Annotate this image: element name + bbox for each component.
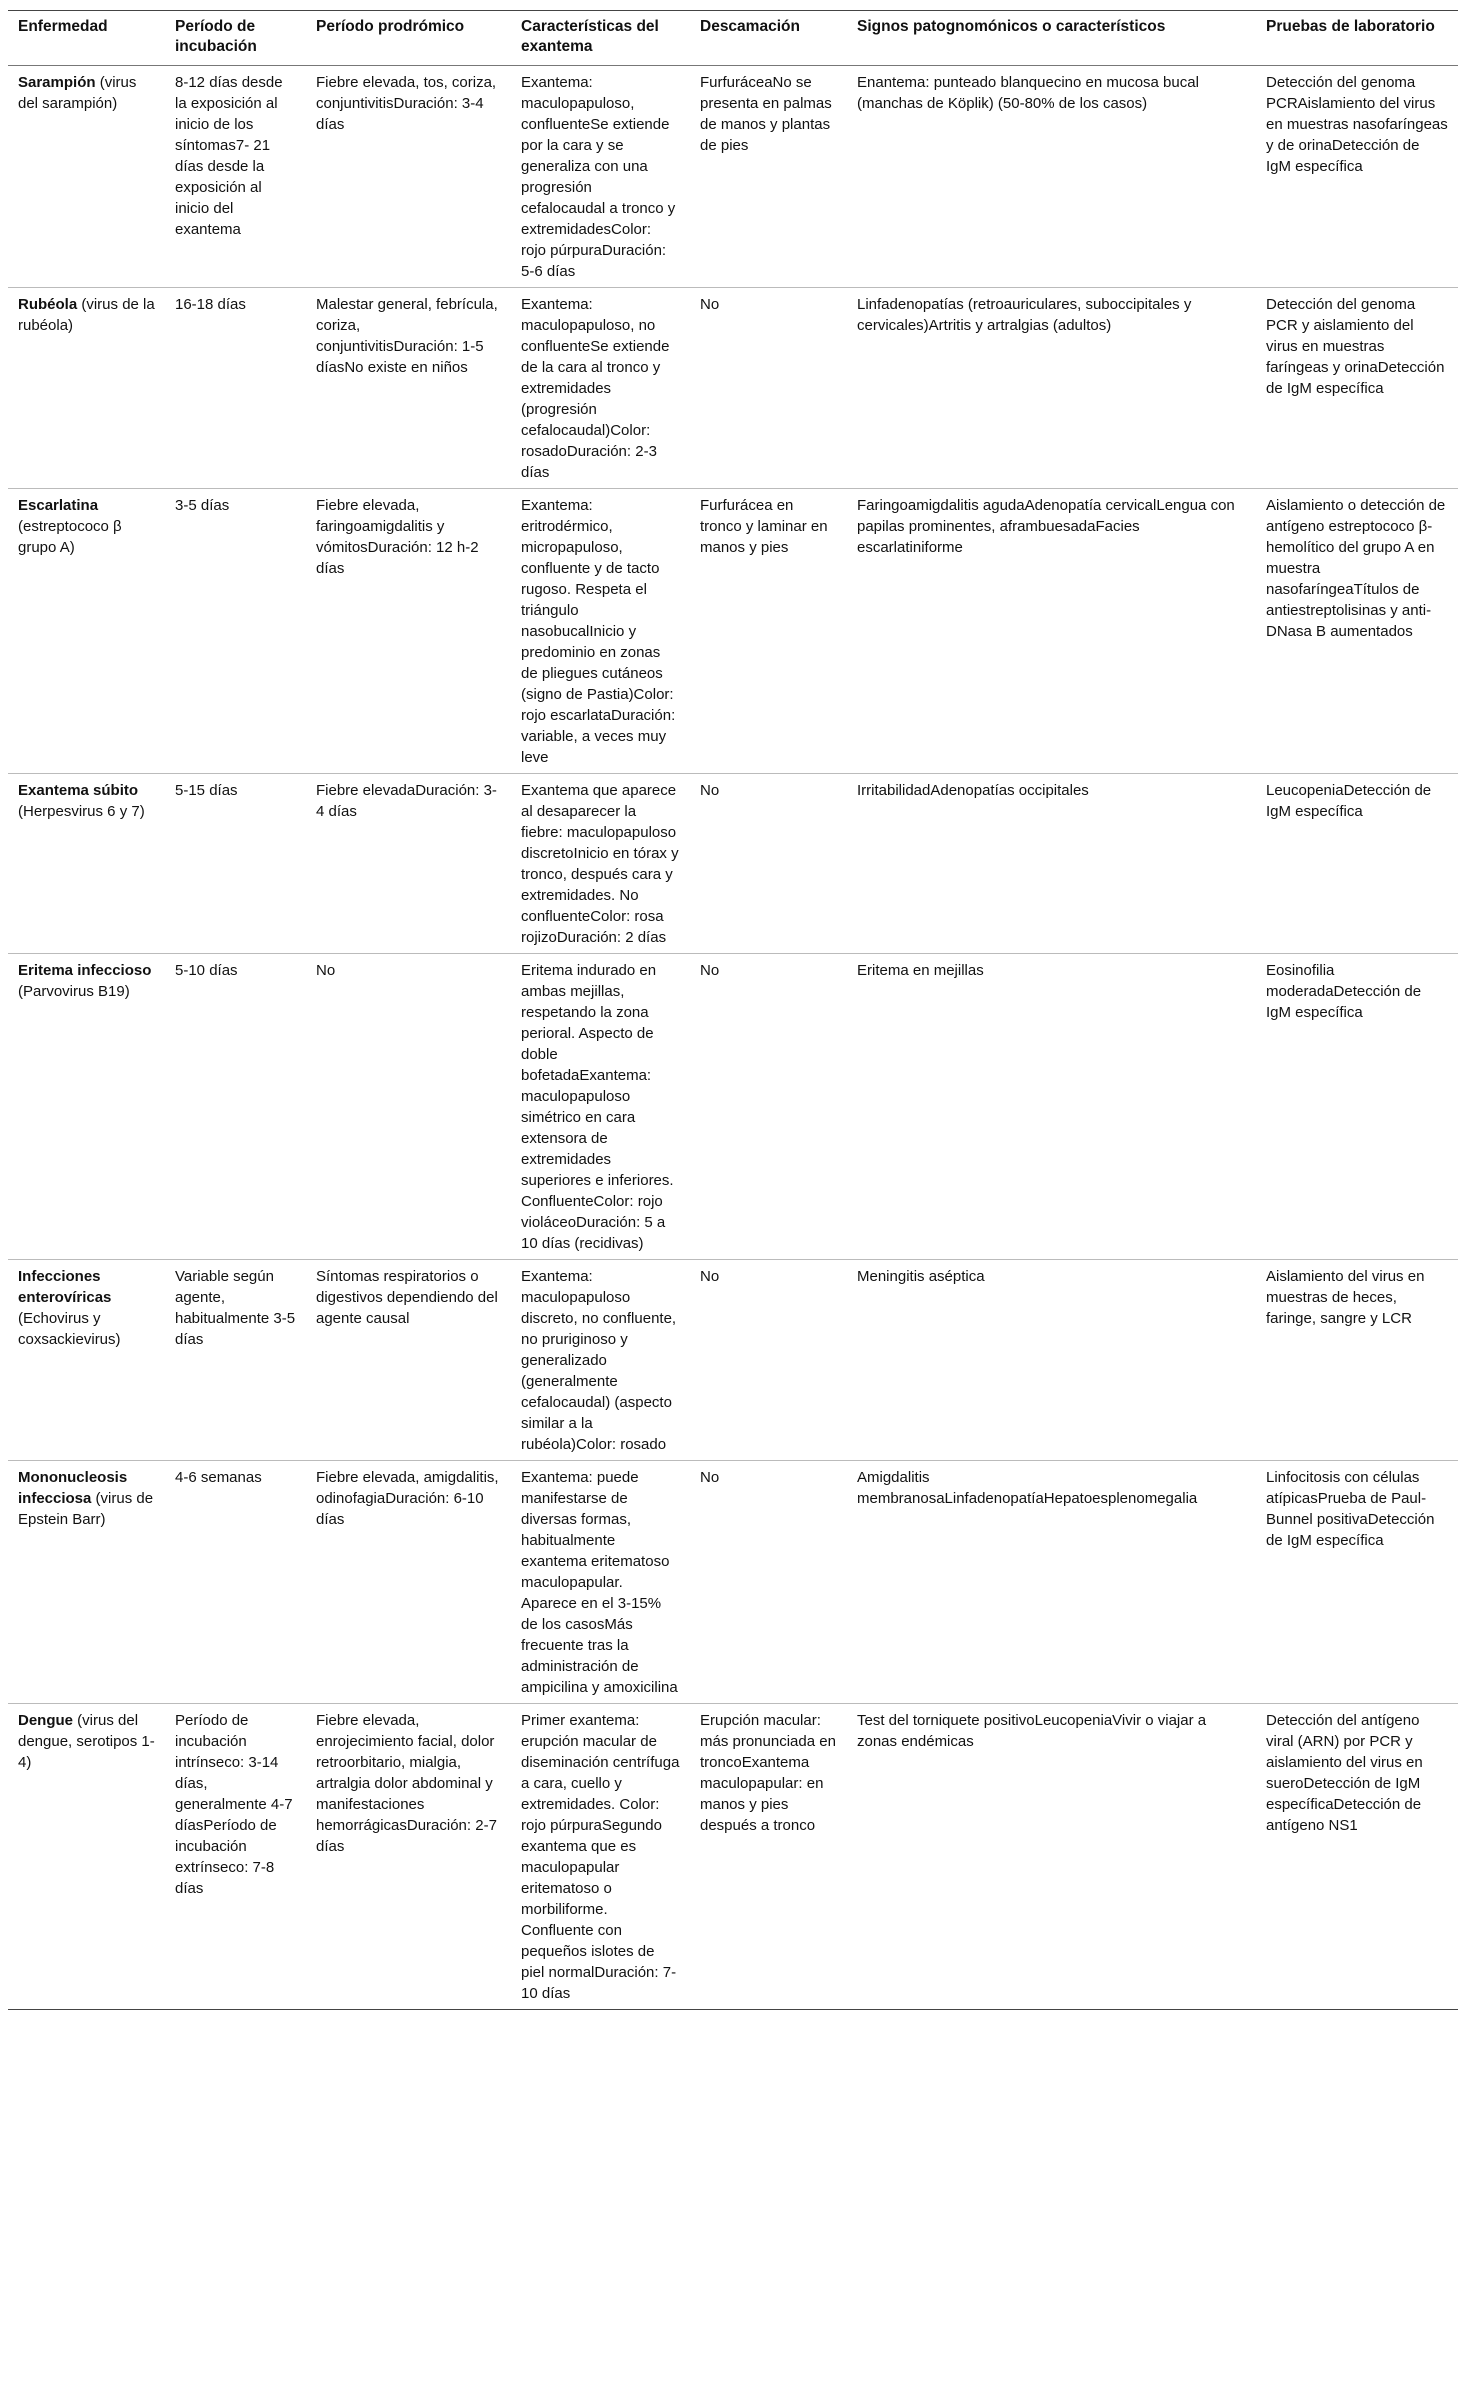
table-row <box>8 288 1458 489</box>
header-descamacion: Descamación <box>700 18 800 35</box>
signos-cell: Amigdalitis membranosaLinfadenopatíaHepatoesplenomegalia <box>857 1469 1198 1507</box>
signos-cell: Eritema en mejillas <box>857 962 984 979</box>
exantema-cell: Exantema: maculopapuloso, confluenteSe extiende por la cara y se generaliza con una progresión cefalocaudal a tronco y extremidadesColor: rojo púrpuraDuración: 5-6 días <box>521 74 676 280</box>
exantema-cell: Exantema: eritrodérmico, micropapuloso, confluente y de tacto rugoso. Respeta el triángulo nasobucalInicio y predominio en zonas de pliegues cutáneos (signo de Pastia)Color: rojo escarlataDuración: variable, a veces muy leve <box>521 497 676 766</box>
signos-cell: Linfadenopatías (retroauriculares, suboccipitales y cervicales)Artritis y artralgias (adultos) <box>857 296 1192 334</box>
incubacion-cell: Período de incubación intrínseco: 3-14 días, generalmente 4-7 díasPeríodo de incubación extrínseco: 7-8 días <box>175 1712 293 1897</box>
descamacion-cell: Erupción macular: más pronunciada en troncoExantema maculopapular: en manos y pies después a tronco <box>700 1712 836 1834</box>
exantema-cell: Eritema indurado en ambas mejillas, respetando la zona perioral. Aspecto de doble bofetadaExantema: maculopapuloso simétrico en cara extensora de extremidades superiores e inferiores. ConfluenteColor: rojo violáceoDuración: 5 a 10 días (recidivas) <box>521 962 674 1252</box>
table-row <box>8 774 1458 954</box>
exantema-cell: Exantema: maculopapuloso discreto, no confluente, no pruriginoso y generalizado (generalmente cefalocaudal) (aspecto similar a la rubéola)Color: rosado <box>521 1268 677 1453</box>
header-enfermedad: Enfermedad <box>18 18 108 35</box>
signos-cell: Enantema: punteado blanquecino en mucosa bucal (manchas de Köplik) (50-80% de los casos) <box>857 74 1199 112</box>
disease-name: Eritema infeccioso <box>18 962 152 979</box>
descamacion-cell: No <box>700 1469 720 1486</box>
table-container <box>8 10 1458 2010</box>
header-signos: Signos patognomónicos o característicos <box>857 18 1166 35</box>
pruebas-cell: Aislamiento o detección de antígeno estreptococo β-hemolítico del grupo A en muestra nasofaríngeaTítulos de antiestreptolisinas y anti-DNasa B aumentados <box>1266 497 1446 640</box>
descamacion-cell: Furfurácea en tronco y laminar en manos y pies <box>700 497 828 556</box>
prodromico-cell: No <box>316 962 336 979</box>
diseases-table <box>8 10 1458 2010</box>
exantema-cell: Exantema: maculopapuloso, no confluenteSe extiende de la cara al tronco y extremidades (progresión cefalocaudal)Color: rosadoDuración: 2-3 días <box>521 296 670 481</box>
table-row <box>8 66 1458 288</box>
incubacion-cell: 16-18 días <box>175 296 246 313</box>
disease-name: Infecciones enterovíricas <box>18 1268 112 1306</box>
prodromico-cell: Fiebre elevadaDuración: 3-4 días <box>316 782 497 820</box>
disease-cell <box>8 774 165 954</box>
descamacion-cell: FurfuráceaNo se presenta en palmas de manos y plantas de pies <box>700 74 832 154</box>
pruebas-cell: Detección del genoma PCR y aislamiento del virus en muestras faríngeas y orinaDetección de IgM específica <box>1266 296 1445 397</box>
prodromico-cell: Fiebre elevada, enrojecimiento facial, dolor retroorbitario, mialgia, artralgia dolor abdominal y manifestaciones hemorrágicasDuración: 2-7 días <box>316 1712 497 1855</box>
disease-cell <box>8 954 165 1260</box>
prodromico-cell: Malestar general, febrícula, coriza, conjuntivitisDuración: 1-5 díasNo existe en niños <box>316 296 498 376</box>
table-row <box>8 1461 1458 1704</box>
incubacion-cell: 8-12 días desde la exposición al inicio de los síntomas7- 21 días desde la exposición al inicio del exantema <box>175 74 283 238</box>
disease-name: Exantema súbito <box>18 782 139 799</box>
disease-cell <box>8 1260 165 1461</box>
disease-cell <box>8 1461 165 1704</box>
descamacion-cell: No <box>700 962 720 979</box>
signos-cell: IrritabilidadAdenopatías occipitales <box>857 782 1089 799</box>
table-row <box>8 1704 1458 2010</box>
descamacion-cell: No <box>700 782 720 799</box>
descamacion-cell: No <box>700 1268 720 1285</box>
disease-agent: (estreptococo β grupo A) <box>18 518 122 556</box>
header-exantema: Características del exantema <box>521 18 659 55</box>
disease-agent: (Echovirus y coxsackievirus) <box>18 1310 121 1348</box>
prodromico-cell: Fiebre elevada, tos, coriza, conjuntivitisDuración: 3-4 días <box>316 74 497 133</box>
disease-name: Dengue <box>18 1712 74 1729</box>
disease-cell <box>8 288 165 489</box>
incubacion-cell: 4-6 semanas <box>175 1469 262 1486</box>
disease-agent: (virus de Epstein Barr) <box>18 1490 154 1528</box>
disease-name: Sarampión <box>18 74 96 91</box>
header-pruebas: Pruebas de laboratorio <box>1266 18 1435 35</box>
disease-cell <box>8 66 165 288</box>
table-row <box>8 489 1458 774</box>
signos-cell: Meningitis aséptica <box>857 1268 985 1285</box>
incubacion-cell: 5-10 días <box>175 962 238 979</box>
disease-agent: (virus del dengue, serotipos 1-4) <box>18 1712 155 1771</box>
exantema-cell: Primer exantema: erupción macular de diseminación centrífuga a cara, cuello y extremidades. Color: rojo púrpuraSegundo exantema que es maculopapular eritematoso o morbiliforme. Confluente con pequeños islotes de piel normalDuración: 7-10 días <box>521 1712 680 2002</box>
disease-cell <box>8 489 165 774</box>
signos-cell: Faringoamigdalitis agudaAdenopatía cervicalLengua con papilas prominentes, aframbuesadaFacies escarlatiniforme <box>857 497 1235 556</box>
disease-name: Rubéola <box>18 296 78 313</box>
disease-agent: (virus del sarampión) <box>18 74 137 112</box>
exantema-cell: Exantema: puede manifestarse de diversas formas, habitualmente exantema eritematoso maculopapular. Aparece en el 3-15% de los casosMás frecuente tras la administración de ampicilina y amoxicilina <box>521 1469 678 1696</box>
disease-agent: (virus de la rubéola) <box>18 296 155 334</box>
disease-name: Escarlatina <box>18 497 99 514</box>
signos-cell: Test del torniquete positivoLeucopeniaVivir o viajar a zonas endémicas <box>857 1712 1207 1750</box>
pruebas-cell: LeucopeniaDetección de IgM específica <box>1266 782 1432 820</box>
incubacion-cell: Variable según agente, habitualmente 3-5 días <box>175 1268 296 1348</box>
header-incubacion: Período de incubación <box>175 18 257 55</box>
incubacion-cell: 3-5 días <box>175 497 230 514</box>
pruebas-cell: Eosinofilia moderadaDetección de IgM específica <box>1266 962 1422 1021</box>
table-row <box>8 954 1458 1260</box>
table-row <box>8 1260 1458 1461</box>
descamacion-cell: No <box>700 296 720 313</box>
exantema-cell: Exantema que aparece al desaparecer la fiebre: maculopapuloso discretoInicio en tórax y tronco, después cara y extremidades. No confluenteColor: rosa rojizoDuración: 2 días <box>521 782 679 946</box>
prodromico-cell: Fiebre elevada, faringoamigdalitis y vómitosDuración: 12 h-2 días <box>316 497 479 577</box>
table-header-row <box>8 11 1458 66</box>
disease-name: Mononucleosis infecciosa <box>18 1469 128 1507</box>
disease-agent: (Parvovirus B19) <box>18 983 130 1000</box>
prodromico-cell: Síntomas respiratorios o digestivos dependiendo del agente causal <box>316 1268 498 1327</box>
pruebas-cell: Aislamiento del virus en muestras de heces, faringe, sangre y LCR <box>1266 1268 1425 1327</box>
prodromico-cell: Fiebre elevada, amigdalitis, odinofagiaDuración: 6-10 días <box>316 1469 499 1528</box>
pruebas-cell: Linfocitosis con células atípicasPrueba de Paul-Bunnel positivaDetección de IgM específica <box>1266 1469 1435 1549</box>
pruebas-cell: Detección del genoma PCRAislamiento del virus en muestras nasofaríngeas y de orinaDetección de IgM específica <box>1266 74 1448 175</box>
disease-agent: (Herpesvirus 6 y 7) <box>18 803 145 820</box>
header-prodromico: Período prodrómico <box>316 18 465 35</box>
pruebas-cell: Detección del antígeno viral (ARN) por PCR y aislamiento del virus en sueroDetección de IgM específicaDetección de antígeno NS1 <box>1266 1712 1423 1834</box>
incubacion-cell: 5-15 días <box>175 782 238 799</box>
disease-cell <box>8 1704 165 2010</box>
